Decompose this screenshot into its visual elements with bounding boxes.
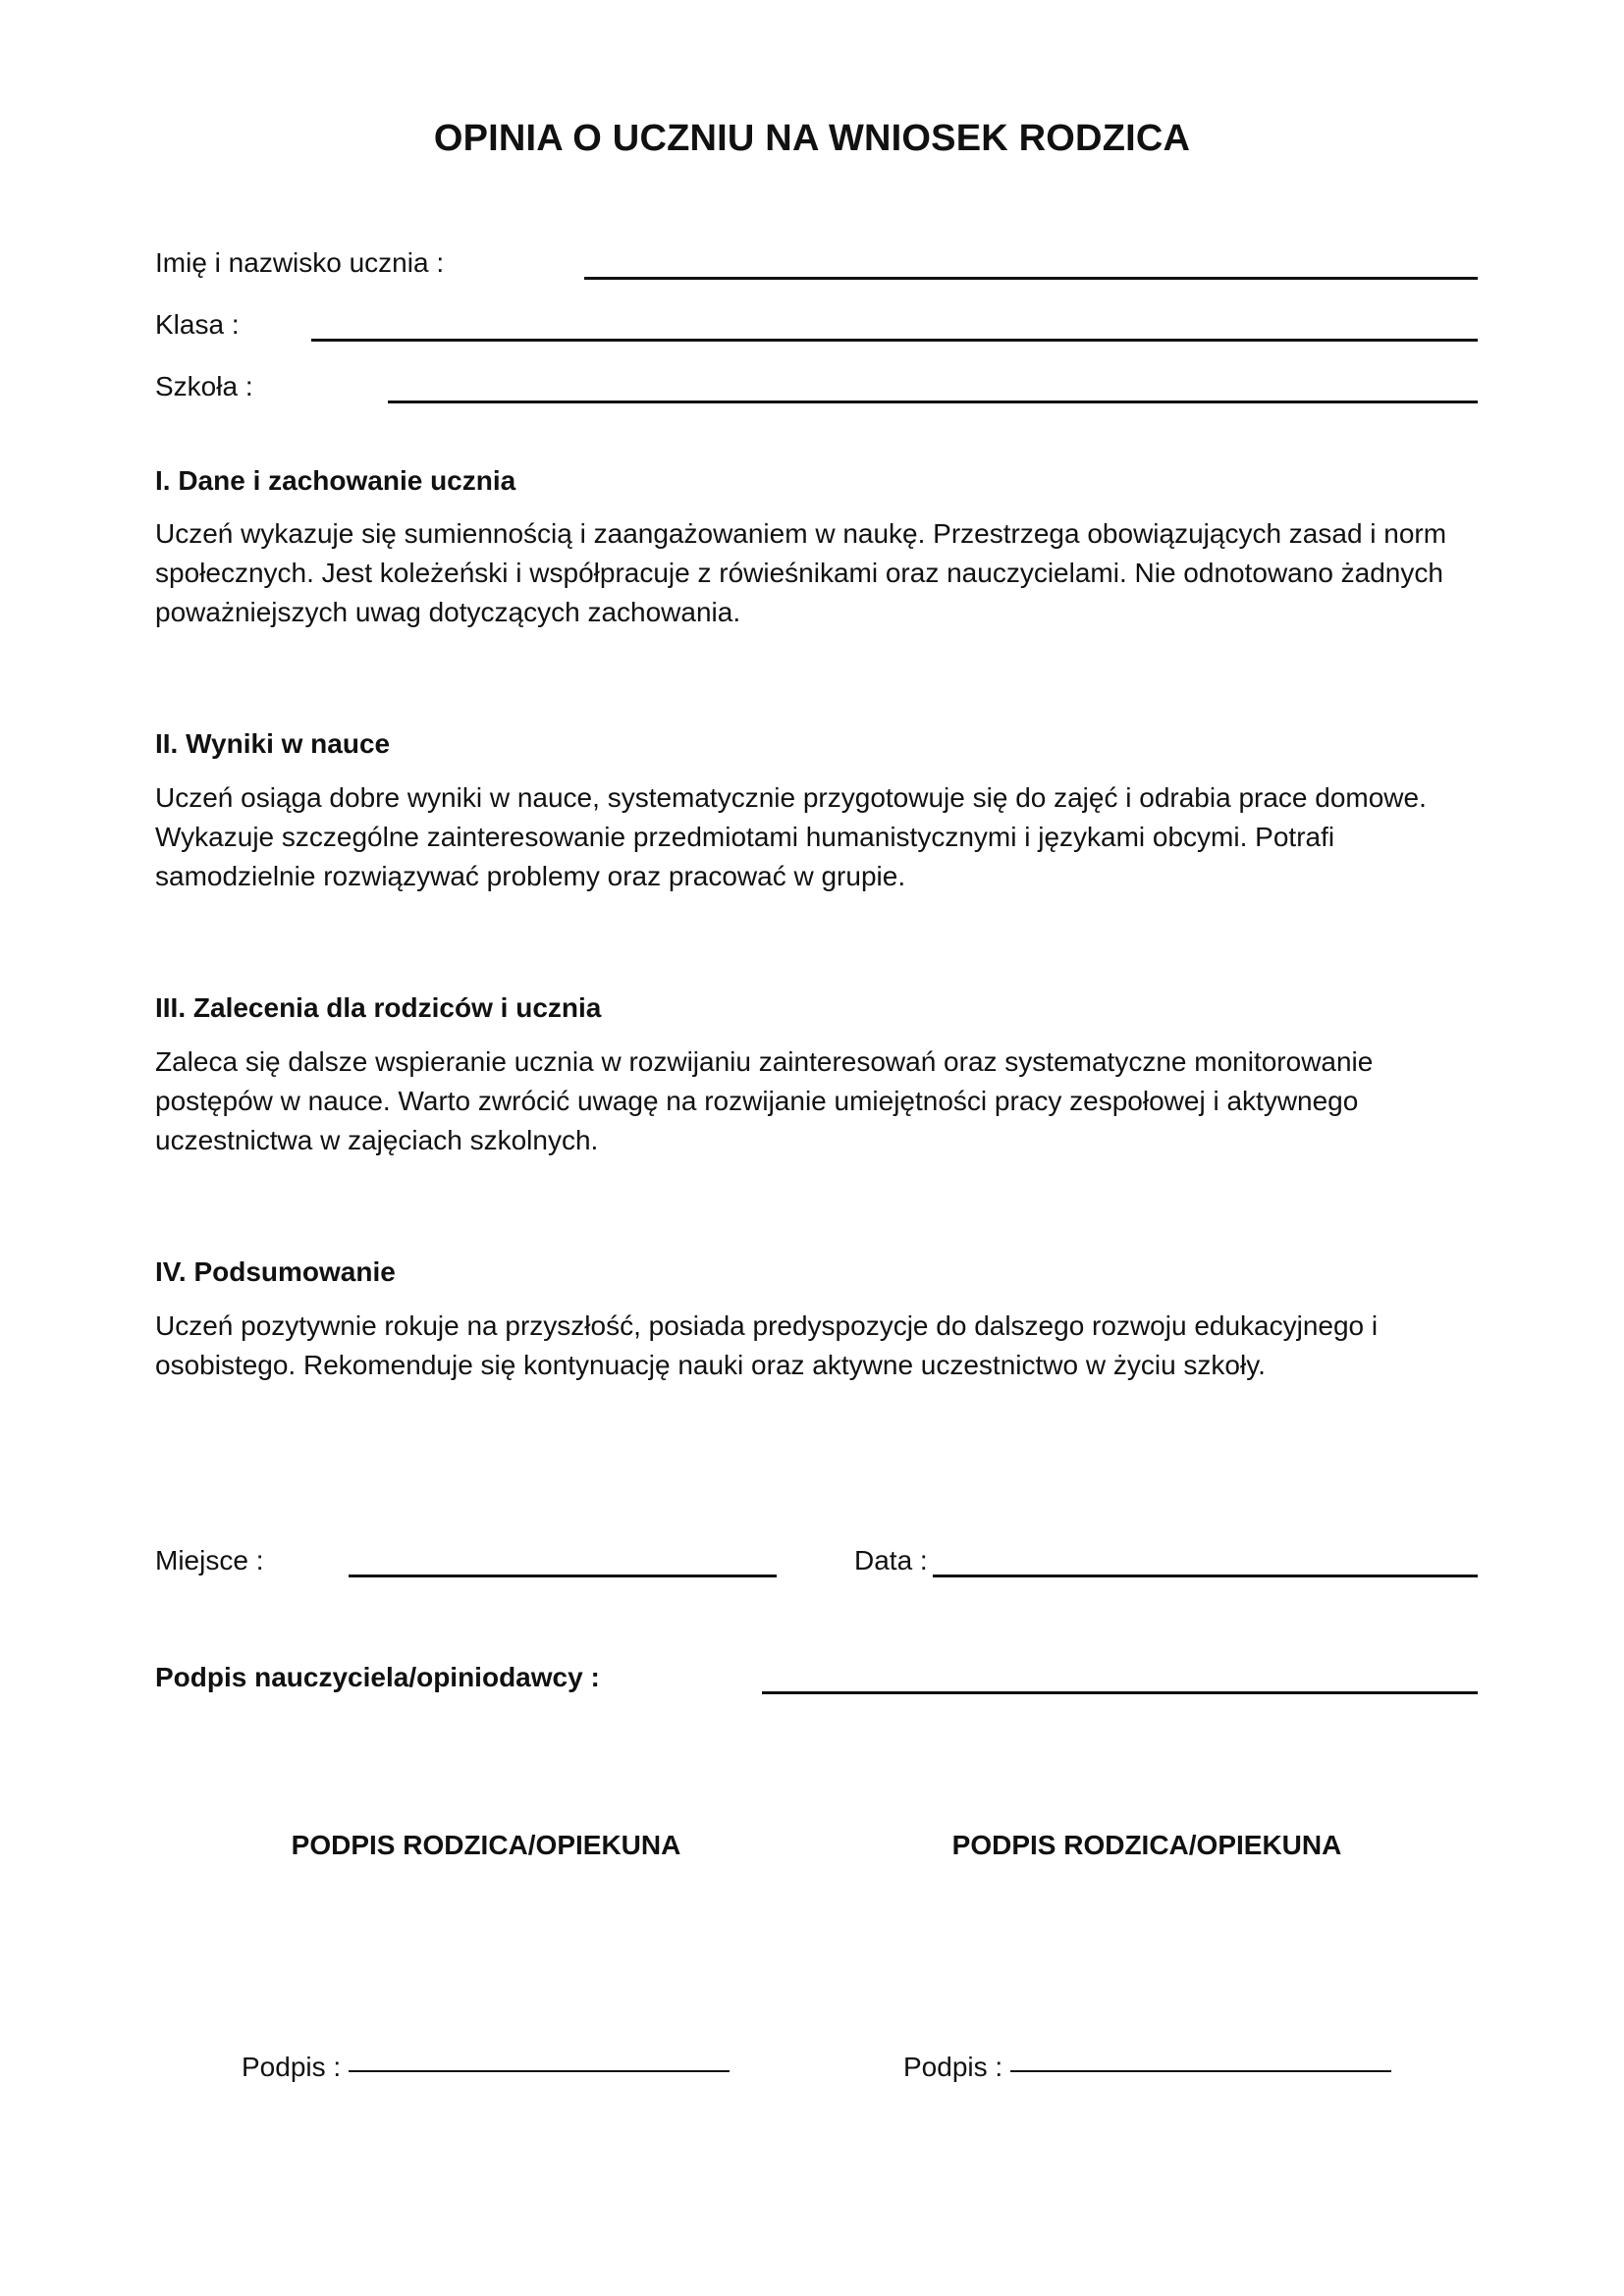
teacher-signature-label: Podpis nauczyciela/opiniodawcy :	[155, 1662, 600, 1692]
section-text-recommendations: Zaleca się dalsze wspieranie ucznia w rozwijaniu zainteresowań oraz systematyczne monitorowanie postępów w nauce. Warto zwrócić uwagę na rozwijanie umiejętności pracy zespołowej i aktywnego uczestnictwa w zajęciach szkolnych.	[155, 1046, 1374, 1155]
parent-signature-field-1[interactable]	[349, 2070, 730, 2072]
teacher-signature-field[interactable]	[762, 1691, 1478, 1694]
date-field[interactable]	[933, 1575, 1478, 1577]
section-heading-summary: IV. Podsumowanie	[155, 1256, 396, 1287]
place-field[interactable]	[349, 1575, 777, 1577]
school-field[interactable]	[388, 400, 1478, 403]
date-label: Data :	[854, 1545, 928, 1575]
section-text-behavior: Uczeń wykazuje się sumiennością i zaangażowaniem w naukę. Przestrzega obowiązujących zasad i norm społecznych. Jest koleżeński i współpracuje z rówieśnikami oraz nauczycielami. Nie odnotowano żadnych poważniejszych uwag dotyczących zachowania.	[155, 518, 1447, 627]
student-name-label: Imię i nazwisko ucznia :	[155, 247, 445, 278]
student-name-field[interactable]	[584, 277, 1478, 280]
document-title: OPINIA O UCZNIU NA WNIOSEK RODZICA	[433, 118, 1191, 159]
class-label: Klasa :	[155, 309, 240, 340]
parent-signature-label-2: Podpis :	[903, 2052, 1003, 2082]
parent-signature-heading-1: PODPIS RODZICA/OPIEKUNA	[291, 1830, 681, 1860]
parent-signature-row-1	[242, 2052, 730, 2083]
parent-signature-heading-2: PODPIS RODZICA/OPIEKUNA	[951, 1830, 1342, 1860]
school-label: Szkoła :	[155, 371, 253, 401]
section-heading-recommendations: III. Zalecenia dla rodziców i ucznia	[155, 992, 602, 1023]
section-text-results: Uczeń osiąga dobre wyniki w nauce, systematycznie przygotowuje się do zajęć i odrabia prace domowe. Wykazuje szczególne zainteresowanie przedmiotami humanistycznymi i językami obcymi. Potrafi samodzielnie rozwiązywać problemy oraz pracować w grupie.	[155, 782, 1427, 891]
parent-signature-label-1: Podpis :	[242, 2052, 342, 2082]
parent-signature-row-2	[903, 2052, 1391, 2083]
section-heading-behavior: I. Dane i zachowanie ucznia	[155, 465, 516, 496]
parent-signature-field-2[interactable]	[1010, 2070, 1391, 2072]
class-field[interactable]	[311, 339, 1478, 342]
section-heading-results: II. Wyniki w nauce	[155, 728, 391, 759]
place-label: Miejsce :	[155, 1545, 264, 1575]
section-text-summary: Uczeń pozytywnie rokuje na przyszłość, posiada predyspozycje do dalszego rozwoju edukacyjnego i osobistego. Rekomenduje się kontynuację nauki oraz aktywne uczestnictwo w życiu szkoły.	[155, 1310, 1379, 1380]
